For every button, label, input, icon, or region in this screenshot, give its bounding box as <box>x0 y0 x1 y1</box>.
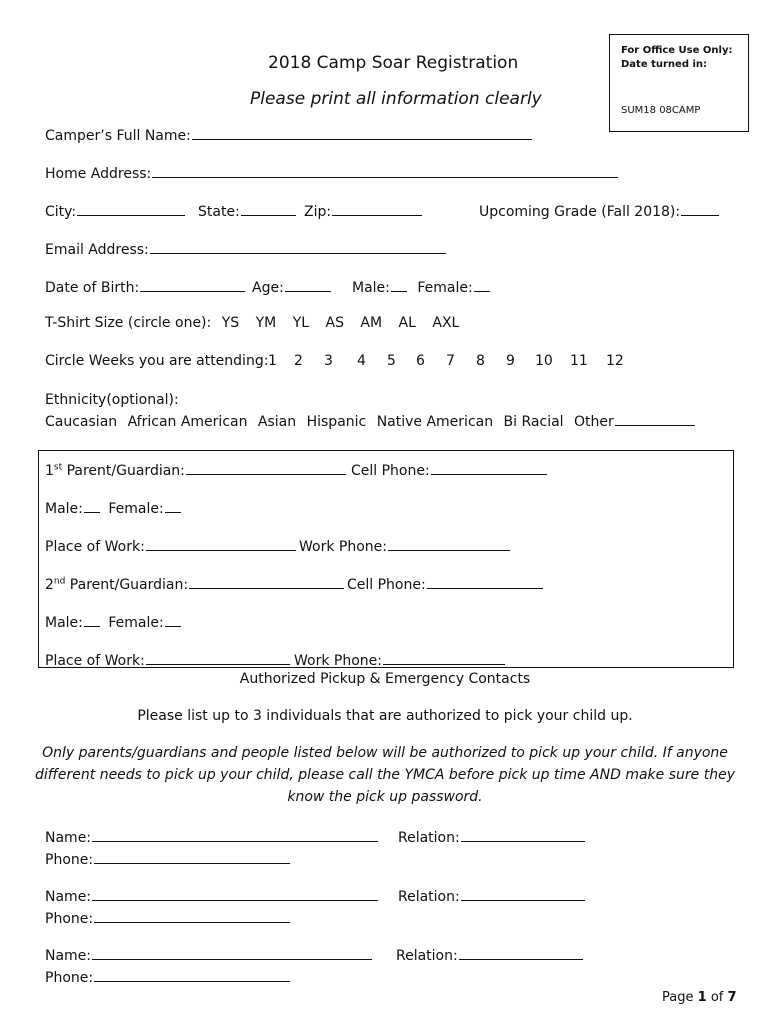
week-4[interactable]: 4 <box>357 353 366 369</box>
parent2-workphone-label: Work Phone: <box>294 653 382 669</box>
ethnicity-options <box>45 411 695 430</box>
contact2-relation-row <box>398 886 585 905</box>
contact1-phone-field[interactable] <box>94 849 290 864</box>
ethnicity-native-american[interactable]: Native American <box>376 414 494 430</box>
tshirt-size-al[interactable]: AL <box>398 315 416 331</box>
contact2-phone-field[interactable] <box>94 908 290 923</box>
parent1-female-label: Female: <box>108 501 164 517</box>
contact3-phone-field[interactable] <box>94 967 290 982</box>
contact2-name-label: Name: <box>45 889 92 905</box>
ethnicity-caucasian[interactable]: Caucasian <box>45 414 118 430</box>
ethnicity-african-american[interactable]: African American <box>127 414 248 430</box>
contact3-phone-row <box>45 967 290 986</box>
parent2-workphone-row <box>294 650 505 669</box>
contact1-name-row <box>45 827 378 846</box>
page-of: of <box>710 990 724 1005</box>
contact3-name-label: Name: <box>45 948 92 964</box>
contact3-phone-label: Phone: <box>45 970 94 986</box>
age-label: Age: <box>252 280 284 296</box>
form-title: 2018 Camp Soar Registration <box>268 53 519 73</box>
office-use-box <box>609 34 749 132</box>
parent2-gender-row <box>45 612 181 631</box>
parent2-male-label: Male: <box>45 615 83 631</box>
camper-name-label: Camper’s Full Name: <box>45 128 191 144</box>
tshirt-size-am[interactable]: AM <box>360 315 383 331</box>
week-10[interactable]: 10 <box>535 353 553 369</box>
parent2-ordinal: nd <box>53 576 66 587</box>
ethnicity-other[interactable]: Other <box>574 414 614 430</box>
contact2-phone-label: Phone: <box>45 911 94 927</box>
camper-male-label: Male: <box>352 280 390 296</box>
pickup-note-line2: different needs to pick up your child, please call the YMCA before pick up time AND make sure they <box>35 767 735 783</box>
ethnicity-bi-racial[interactable]: Bi Racial <box>503 414 564 430</box>
week-9[interactable]: 9 <box>506 353 515 369</box>
office-code: SUM18 08CAMP <box>621 105 701 116</box>
parent1-work-label: Place of Work: <box>45 539 145 555</box>
parent1-female-field[interactable] <box>165 498 181 513</box>
page-current: 1 <box>697 990 707 1005</box>
tshirt-size-axl[interactable]: AXL <box>432 315 460 331</box>
tshirt-size-ym[interactable]: YM <box>255 315 277 331</box>
parent1-male-label: Male: <box>45 501 83 517</box>
parent1-work-row <box>45 536 296 555</box>
parent2-workphone-field[interactable] <box>383 650 505 665</box>
parent2-work-field[interactable] <box>146 650 290 665</box>
email-row <box>45 239 446 258</box>
parent2-female-field[interactable] <box>165 612 181 627</box>
contact3-name-row <box>45 945 372 964</box>
age-row <box>252 277 331 296</box>
week-3[interactable]: 3 <box>324 353 333 369</box>
week-11[interactable]: 11 <box>570 353 588 369</box>
email-field[interactable] <box>150 239 446 254</box>
contact3-relation-field[interactable] <box>459 945 583 960</box>
state-label: State: <box>198 204 240 220</box>
week-7[interactable]: 7 <box>446 353 455 369</box>
parent1-label: Parent/Guardian: <box>66 463 185 479</box>
week-5[interactable]: 5 <box>387 353 396 369</box>
parent2-cell-field[interactable] <box>427 574 543 589</box>
contact3-relation-label: Relation: <box>396 948 458 964</box>
tshirt-size-ys[interactable]: YS <box>221 315 240 331</box>
contact2-name-row <box>45 886 378 905</box>
grade-field[interactable] <box>681 201 719 216</box>
parent2-work-row <box>45 650 290 669</box>
zip-row <box>304 201 422 220</box>
contact3-name-field[interactable] <box>92 945 372 960</box>
date-turned-in-label: Date turned in: <box>621 59 708 70</box>
tshirt-size-as[interactable]: AS <box>325 315 344 331</box>
parent2-male-field[interactable] <box>84 612 100 627</box>
parent2-female-label: Female: <box>108 615 164 631</box>
contact2-phone-row <box>45 908 290 927</box>
parent-guardian-box <box>38 450 734 668</box>
parent1-cell-label: Cell Phone: <box>351 463 430 479</box>
parent1-cell-field[interactable] <box>431 460 547 475</box>
pickup-heading: Authorized Pickup & Emergency Contacts <box>239 671 531 687</box>
contact1-phone-row <box>45 849 290 868</box>
parent2-cell-row <box>347 574 543 593</box>
state-field[interactable] <box>241 201 296 216</box>
contact2-name-field[interactable] <box>92 886 378 901</box>
city-row <box>45 201 185 220</box>
parent1-cell-row <box>351 460 547 479</box>
parent1-gender-row <box>45 498 181 517</box>
age-field[interactable] <box>285 277 331 292</box>
dob-label: Date of Birth: <box>45 280 140 296</box>
city-label: City: <box>45 204 77 220</box>
week-1[interactable]: 1 <box>268 353 277 369</box>
pickup-instruction: Please list up to 3 individuals that are authorized to pick your child up. <box>137 708 633 724</box>
contact2-relation-field[interactable] <box>461 886 585 901</box>
parent1-ordinal: st <box>53 462 63 473</box>
ethnicity-label: Ethnicity(optional): <box>45 392 179 408</box>
grade-row <box>479 201 719 220</box>
pickup-note-line3: know the pick up password. <box>287 789 483 805</box>
contact1-relation-label: Relation: <box>398 830 460 846</box>
ethnicity-other-field[interactable] <box>615 411 695 426</box>
contact1-name-label: Name: <box>45 830 92 846</box>
camper-name-field[interactable] <box>192 125 532 140</box>
page-prefix: Page <box>662 990 694 1005</box>
home-address-field[interactable] <box>152 163 618 178</box>
contact1-relation-field[interactable] <box>461 827 585 842</box>
camper-name-row <box>45 125 532 144</box>
email-label: Email Address: <box>45 242 149 258</box>
dob-row <box>45 277 245 296</box>
page-number <box>662 990 737 1005</box>
tshirt-label: T-Shirt Size (circle one): <box>45 315 212 331</box>
parent1-work-field[interactable] <box>146 536 296 551</box>
parent1-number: 1 <box>45 463 54 479</box>
weeks-label: Circle Weeks you are attending: <box>45 353 269 369</box>
ethnicity-asian[interactable]: Asian <box>257 414 297 430</box>
zip-label: Zip: <box>304 204 332 220</box>
tshirt-row <box>45 315 459 331</box>
parent1-workphone-field[interactable] <box>388 536 510 551</box>
contact1-name-field[interactable] <box>92 827 378 842</box>
camper-male-field[interactable] <box>391 277 407 292</box>
parent1-male-field[interactable] <box>84 498 100 513</box>
city-field[interactable] <box>77 201 185 216</box>
grade-label: Upcoming Grade (Fall 2018): <box>479 204 681 220</box>
week-6[interactable]: 6 <box>416 353 425 369</box>
parent2-label: Parent/Guardian: <box>69 577 189 593</box>
tshirt-size-yl[interactable]: YL <box>292 315 310 331</box>
parent1-workphone-row <box>299 536 510 555</box>
parent1-workphone-label: Work Phone: <box>299 539 387 555</box>
contact3-relation-row <box>396 945 583 964</box>
form-subtitle: Please print all information clearly <box>250 89 542 109</box>
camper-female-field[interactable] <box>474 277 490 292</box>
office-use-label: For Office Use Only: <box>621 45 733 56</box>
parent2-name-field[interactable] <box>189 574 344 589</box>
home-address-row <box>45 163 618 182</box>
week-8[interactable]: 8 <box>476 353 485 369</box>
state-row <box>198 201 296 220</box>
parent2-cell-label: Cell Phone: <box>347 577 426 593</box>
parent1-name-field[interactable] <box>186 460 346 475</box>
week-12[interactable]: 12 <box>606 353 624 369</box>
parent2-number: 2 <box>45 577 54 593</box>
dob-field[interactable] <box>140 277 245 292</box>
weeks-row <box>45 353 268 369</box>
contact2-relation-label: Relation: <box>398 889 460 905</box>
page-total: 7 <box>727 990 737 1005</box>
parent2-row <box>45 574 344 593</box>
contact1-phone-label: Phone: <box>45 852 94 868</box>
zip-field[interactable] <box>332 201 422 216</box>
home-address-label: Home Address: <box>45 166 152 182</box>
parent2-work-label: Place of Work: <box>45 653 145 669</box>
contact1-relation-row <box>398 827 585 846</box>
week-2[interactable]: 2 <box>294 353 303 369</box>
parent1-row <box>45 460 346 479</box>
camper-female-label: Female: <box>417 280 473 296</box>
ethnicity-hispanic[interactable]: Hispanic <box>306 414 367 430</box>
pickup-note-line1: Only parents/guardians and people listed below will be authorized to pick up your child. If anyone <box>42 745 728 761</box>
camper-gender-row <box>352 277 490 296</box>
